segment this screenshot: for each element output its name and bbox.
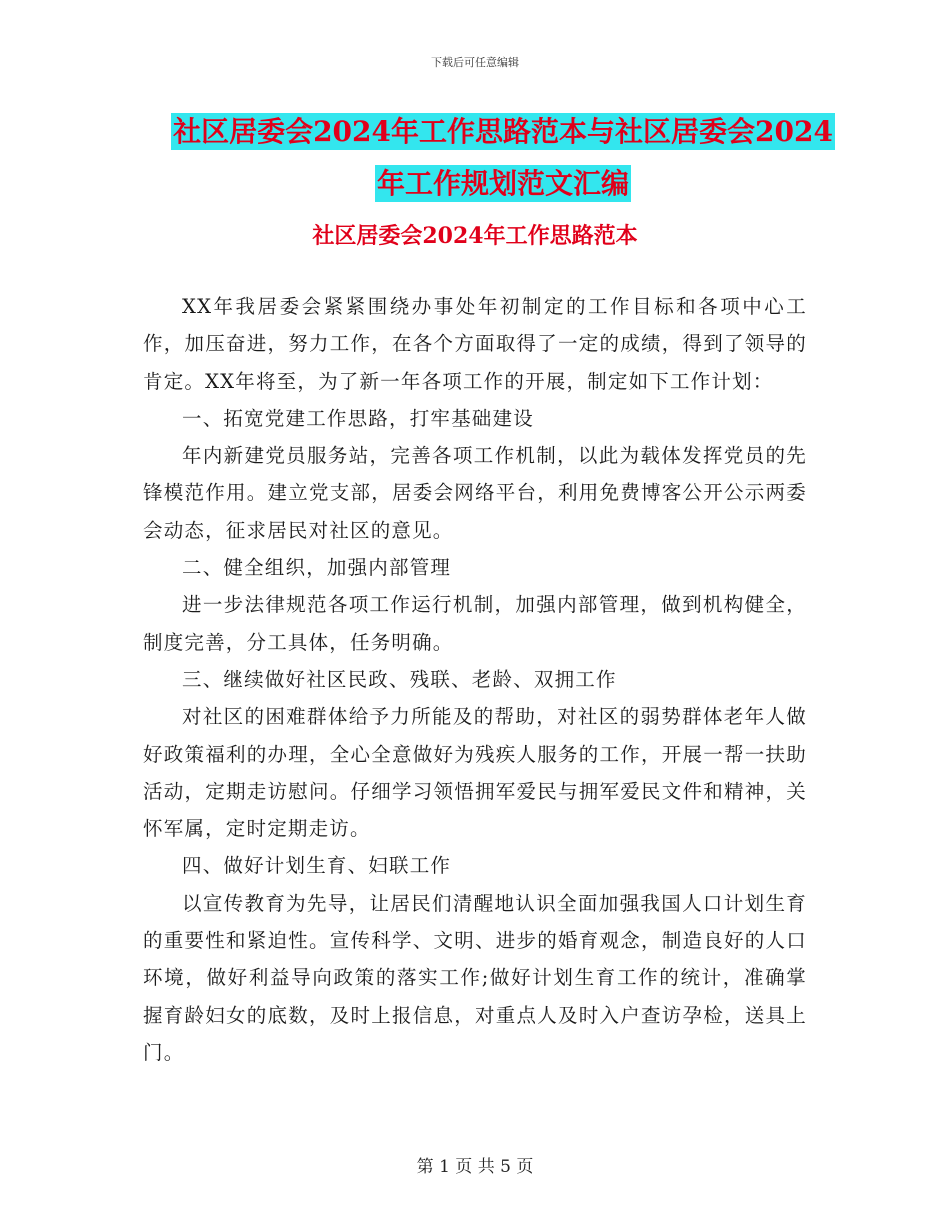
paragraph: 年内新建党员服务站，完善各项工作机制，以此为载体发挥党员的先锋模范作用。建立党支部，居委会网络平台，利用免费博客公开公示两委会动态，征求居民对社区的意见。	[143, 444, 807, 542]
section-heading: 二、健全组织，加强内部管理	[182, 556, 452, 580]
body-text	[143, 288, 807, 1071]
section-heading: 三、继续做好社区民政、残联、老龄、双拥工作	[182, 667, 617, 691]
document-title	[143, 106, 863, 210]
paragraph: XX年我居委会紧紧围绕办事处年初制定的工作目标和各项中心工作，加压奋进，努力工作，在各个方面取得了一定的成绩，得到了领导的肯定。XX年将至，为了新一年各项工作的开展，制定如下工作计划：	[143, 295, 807, 393]
section-heading: 四、做好计划生育、妇联工作	[182, 854, 452, 878]
section-heading: 一、拓宽党建工作思路，打牢基础建设	[182, 406, 534, 430]
title-line-1: 社区居委会2024年工作思路范本与社区居委会2024	[173, 115, 833, 148]
paragraph: 对社区的困难群体给予力所能及的帮助，对社区的弱势群体老年人做好政策福利的办理，全心全意做好为残疾人服务的工作，开展一帮一扶助活动，定期走访慰问。仔细学习领悟拥军爱民与拥军爱民文件和精神，关怀军属，定时定期走访。	[143, 705, 807, 841]
section-title: 社区居委会2024年工作思路范本	[312, 223, 638, 249]
header-note: 下载后可任意编辑	[431, 56, 519, 69]
paragraph: 进一步法律规范各项工作运行机制，加强内部管理，做到机构健全，制度完善，分工具体，任务明确。	[143, 593, 807, 654]
title-line-2: 年工作规划范文汇编	[376, 167, 629, 200]
page-number: 第 1 页 共 5 页	[416, 1157, 534, 1177]
paragraph: 以宣传教育为先导，让居民们清醒地认识全面加强我国人口计划生育的重要性和紧迫性。宣传科学、文明、进步的婚育观念，制造良好的人口环境，做好利益导向政策的落实工作;做好计划生育工作的统计，准确掌握育龄妇女的底数，及时上报信息，对重点人及时入户查访孕检，送具上门。	[143, 891, 807, 1064]
